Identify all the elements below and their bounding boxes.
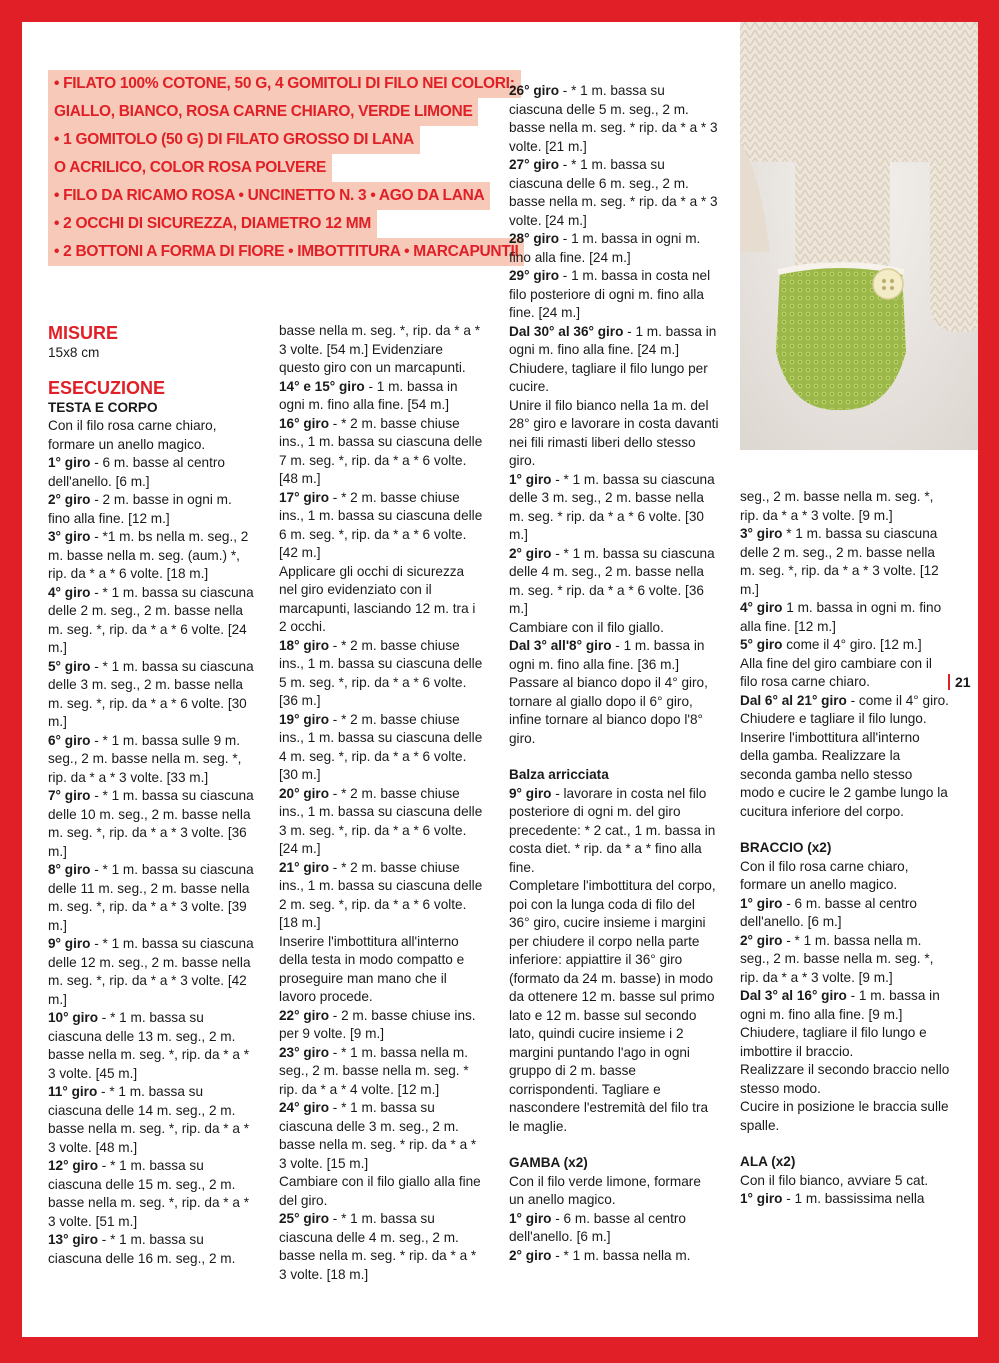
materials-line: GIALLO, BIANCO, ROSA CARNE CHIARO, VERDE LIMONE (48, 98, 478, 126)
row-label: 22° giro (279, 1007, 330, 1023)
instruction-row (279, 1044, 485, 1100)
row-label: 19° giro (279, 711, 330, 727)
row-label: 20° giro (279, 785, 330, 801)
instruction-row (48, 454, 254, 491)
instruction-text: basse nella m. seg. *, rip. da * a * 3 volte. [54 m.] Evidenziare questo giro con un marcapunti. (279, 323, 480, 375)
row-text: - 1 m. bassa in ogni m. fino alla fine. [24 m.] (509, 323, 717, 357)
instruction-row (509, 323, 719, 360)
row-label: 2° giro (48, 492, 91, 507)
page-number-bar (948, 674, 950, 690)
row-label: 13° giro (48, 1232, 99, 1247)
instruction-row (279, 637, 485, 711)
instruction-row (279, 415, 485, 489)
row-label: 16° giro (279, 415, 330, 431)
row-label: 29° giro (509, 268, 560, 283)
row-label: Dal 6° al 21° giro (740, 692, 847, 708)
row-text: - 6 m. basse al centro dell'anello. [6 m.] (509, 1210, 686, 1244)
row-label: 12° giro (48, 1158, 99, 1173)
misure-title: MISURE (48, 323, 119, 343)
row-label: Dal 30° al 36° giro (509, 323, 624, 339)
row-text: - * 1 m. bassa nella m. seg., 2 m. basse nella m. seg. * rip. da * a * 4 volte. [12 m.] (279, 1044, 469, 1097)
row-text: - * 1 m. bassa su ciascuna delle 15 m. seg., 2 m. basse nella m. seg. *, rip. da * a * 3 volte. [51 m.] (48, 1158, 249, 1229)
instruction-text: Chiudere e tagliare il filo lungo. Inserire l'imbottitura all'interno della gamba. Realizzare la seconda gamba nello stesso modo e cucire le 2 gambe lungo la cucitura inferiore del corpo. (740, 711, 948, 819)
instruction-row (279, 1210, 485, 1284)
instruction-row (48, 1231, 254, 1268)
row-text: - 1 m. bassa in costa nel filo posteriore di ogni m. fino alla fine. [24 m.] (509, 268, 711, 320)
instruction-row (509, 1210, 719, 1247)
instruction-row (48, 658, 254, 732)
row-label: 28° giro (509, 231, 560, 246)
balza-title: Balza arricciata (509, 767, 609, 782)
row-label: 9° giro (509, 785, 552, 801)
row-text: - * 1 m. bassa su ciascuna delle 12 m. seg., 2 m. basse nella m. seg. *, rip. da * a * 3 volte. [42 m.] (48, 936, 254, 1007)
instruction-row (48, 1083, 254, 1157)
instruction-text: Cucire in posizione le braccia sulle spalle. (740, 1099, 949, 1133)
ala-title: ALA (x2) (740, 1154, 796, 1169)
row-label: 1° giro (509, 471, 552, 487)
instruction-row (279, 489, 485, 563)
row-text: - * 2 m. basse chiuse ins., 1 m. bassa su ciascuna delle 5 m. seg. *, rip. da * a * 6 volte. [36 m.] (279, 637, 483, 708)
materials-line: • 1 GOMITOLO (50 G) DI FILATO GROSSO DI LANA (48, 126, 420, 154)
instruction-row (279, 711, 485, 785)
instruction-row (48, 861, 254, 935)
row-text: - * 2 m. basse chiuse ins., 1 m. bassa su ciascuna delle 7 m. seg. *, rip. da * a * 6 volte. [48 m.] (279, 415, 483, 486)
row-label: 9° giro (48, 936, 91, 951)
row-label: 27° giro (509, 157, 560, 172)
instruction-row (740, 692, 950, 711)
instruction-text: Completare l'imbottitura del corpo, poi con la lunga coda di filo del 36° giro, cucire insieme i margini per chiudere il corpo nella parte inferiore: appiattire il 36° giro (formato da 24 m. basse) in modo da ottenere 12 m. basse sul primo lato e 12 m. basse sul secondo lato, quindi cucire insieme i 2 margini puntando l'ago in ogni gruppo di 2 m. basse corrispondenti. Tagliare e nascondere l'estremità del filo tra le maglie. (509, 878, 716, 1134)
row-text: - * 2 m. basse chiuse ins., 1 m. bassa su ciascuna delle 6 m. seg. *, rip. da * a * 6 volte. [42 m.] (279, 489, 483, 560)
page-number: 21 (955, 674, 971, 690)
text-column-4 (740, 488, 950, 1209)
page-frame-bottom (0, 1337, 999, 1363)
row-label: 2° giro (509, 1247, 552, 1263)
instruction-row (509, 545, 719, 619)
row-text: - 2 m. basse chiuse ins. per 9 volte. [9 m.] (279, 1007, 476, 1041)
instruction-text: Chiudere, tagliare il filo lungo per cucire. (509, 360, 708, 394)
instruction-row (48, 491, 254, 528)
row-label: 11° giro (48, 1084, 98, 1099)
row-label: 25° giro (279, 1211, 330, 1226)
page-frame-top (0, 0, 999, 22)
row-label: 26° giro (509, 83, 560, 98)
row-text: 1 m. bassa in ogni m. fino alla fine. [12 m.] (740, 600, 942, 634)
row-text: - * 1 m. bassa su ciascuna delle 4 m. seg., 2 m. basse nella m. seg. * rip. da * a * 3 volte. [18 m.] (279, 1211, 477, 1282)
row-text: - come il 4° giro. (846, 692, 949, 708)
misure-value: 15x8 cm (48, 345, 100, 360)
row-text: - * 1 m. bassa nella m. seg., 2 m. basse nella m. seg. *, rip. da * a * 3 volte. [9 m.] (740, 932, 934, 985)
row-text: - 1 m. bassa in ogni m. fino alla fine. [54 m.] (279, 378, 458, 412)
crochet-legs-illustration (740, 22, 978, 450)
row-label: 10° giro (48, 1010, 99, 1025)
instruction-row (740, 1190, 950, 1209)
row-text: - * 1 m. bassa su ciascuna delle 13 m. seg., 2 m. basse nella m. seg. *, rip. da * a * 3 volte. [45 m.] (48, 1010, 249, 1081)
row-text: - * 1 m. bassa su ciascuna delle 2 m. seg., 2 m. basse nella m. seg. *, rip. da * a * 6 volte. [24 m.] (48, 584, 254, 655)
row-label: 3° giro (48, 529, 91, 544)
instruction-row (509, 471, 719, 545)
materials-list (48, 70, 519, 266)
row-label: Dal 3° all'8° giro (509, 638, 612, 653)
flower-button-icon (873, 269, 903, 299)
row-label: 8° giro (48, 862, 91, 877)
instruction-text: Unire il filo bianco nella 1a m. del 28° giro e lavorare in costa davanti nei fili rimasti liberi dello stesso giro. (509, 397, 719, 468)
instruction-text: Con il filo rosa carne chiaro, formare un anello magico. (740, 858, 909, 892)
instruction-row (48, 584, 254, 658)
instruction-row (509, 267, 719, 323)
row-label: 2° giro (509, 545, 552, 561)
row-text: - * 2 m. basse chiuse ins., 1 m. bassa su ciascuna delle 2 m. seg. *, rip. da * a * 6 volte. [18 m.] (279, 859, 483, 930)
row-label: 1° giro (48, 455, 91, 470)
row-text: - * 1 m. bassa sulle 9 m. seg., 2 m. basse nella m. seg. *, rip. da * a * 3 volte. [33 m.] (48, 732, 242, 785)
row-text: - * 1 m. bassa su ciascuna delle 6 m. seg., 2 m. basse nella m. seg. * rip. da * a * 3 volte. [24 m.] (509, 157, 718, 228)
materials-line: • 2 OCCHI DI SICUREZZA, DIAMETRO 12 MM (48, 210, 377, 238)
row-text: - 1 m. bassa in ogni m. fino alla fine. [24 m.] (509, 231, 701, 265)
materials-line: • 2 BOTTONI A FORMA DI FIORE • IMBOTTITURA • MARCAPUNTII (48, 238, 524, 266)
instruction-row (48, 732, 254, 788)
row-label: 5° giro (740, 637, 783, 652)
instruction-row (740, 599, 950, 636)
instruction-row (509, 82, 719, 156)
instruction-text: Cambiare con il filo giallo alla fine del giro. (279, 1174, 481, 1208)
row-label: 2° giro (740, 932, 783, 948)
row-text: - * 1 m. bassa su ciascuna delle 14 m. seg., 2 m. basse nella m. seg. *, rip. da * a * 3 volte. [48 m.] (48, 1084, 249, 1155)
instruction-text: Passare al bianco dopo il 4° giro, tornare al giallo dopo il 6° giro, infine tornare al bianco dopo l'8° giro. (509, 675, 708, 746)
row-label: 21° giro (279, 859, 330, 875)
row-text: * 1 m. bassa su ciascuna delle 2 m. seg., 2 m. basse nella m. seg. *, rip. da * a * 3 volte. [12 m.] (740, 526, 939, 597)
instruction-row (279, 1007, 485, 1044)
instruction-row (740, 895, 950, 932)
row-text: - 1 m. bassa in ogni m. fino alla fine. [9 m.] Chiudere, tagliare il filo lungo e imbottire il braccio. (740, 988, 940, 1059)
row-label: 3° giro (740, 526, 783, 541)
instruction-row (740, 932, 950, 988)
instruction-text: Con il filo verde limone, formare un anello magico. (509, 1173, 701, 1207)
page-frame-right (978, 0, 999, 1363)
materials-line: • FILATO 100% COTONE, 50 G, 4 GOMITOLI DI FILO NEI COLORI: (48, 70, 521, 98)
testa-corpo-title: TESTA E CORPO (48, 399, 158, 415)
instruction-row (509, 1247, 719, 1266)
row-label: 23° giro (279, 1044, 330, 1060)
row-text: - * 1 m. bassa nella m. (551, 1247, 691, 1263)
instruction-row (509, 637, 719, 674)
instruction-text: Cambiare con il filo giallo. (509, 619, 664, 635)
row-label: 4° giro (48, 584, 91, 600)
row-label: 1° giro (509, 1210, 552, 1226)
row-label: 14° e 15° giro (279, 378, 365, 394)
instruction-row (48, 935, 254, 1009)
row-label: 4° giro (740, 600, 783, 615)
row-text: - * 2 m. basse chiuse ins., 1 m. bassa su ciascuna delle 4 m. seg. *, rip. da * a * 6 volte. [30 m.] (279, 711, 483, 782)
instruction-row (279, 378, 485, 415)
row-label: Dal 3° al 16° giro (740, 988, 847, 1003)
instruction-row (509, 156, 719, 230)
row-text: - *1 m. bs nella m. seg., 2 m. basse nella m. seg. (aum.) *, rip. da * a * 6 volte. [18 m.] (48, 529, 249, 581)
instruction-row (279, 1099, 485, 1173)
instruction-text: Alla fine del giro cambiare con il filo rosa carne chiaro. (740, 655, 932, 689)
text-column-2 (279, 322, 485, 1284)
row-text: - * 1 m. bassa su ciascuna delle 16 m. seg., 2 m. (48, 1232, 236, 1266)
row-text: - 1 m. bassa in ogni m. fino alla fine. [36 m.] (509, 638, 705, 672)
text-column-1 (48, 322, 254, 1268)
row-text: - 1 m. bassissima nella (782, 1191, 925, 1206)
crochet-legs-photo (740, 22, 978, 450)
instruction-text: Inserire l'imbottitura all'interno della testa in modo compatto e proseguire man mano che il lavoro procede. (279, 933, 465, 1004)
row-text: - 2 m. basse in ogni m. fino alla fine. [12 m.] (48, 492, 232, 526)
instruction-text: Applicare gli occhi di sicurezza nel giro evidenziato con il marcapunti, lasciando 12 m. tra i 2 occhi. (279, 563, 476, 634)
row-text: - * 1 m. bassa su ciascuna delle 5 m. seg., 2 m. basse nella m. seg. * rip. da * a * 3 volte. [21 m.] (509, 83, 718, 154)
instruction-row (740, 987, 950, 1061)
instruction-row (48, 1157, 254, 1231)
row-label: 17° giro (279, 489, 330, 505)
row-text: - 6 m. basse al centro dell'anello. [6 m.] (740, 895, 917, 929)
row-label: 1° giro (740, 1191, 783, 1206)
row-text: - * 1 m. bassa su ciascuna delle 11 m. seg., 2 m. basse nella m. seg. *, rip. da * a * 3 volte. [39 m.] (48, 862, 254, 933)
row-text: - * 2 m. basse chiuse ins., 1 m. bassa su ciascuna delle 3 m. seg. *, rip. da * a * 6 volte. [24 m.] (279, 785, 483, 856)
row-label: 6° giro (48, 732, 91, 748)
row-label: 1° giro (740, 895, 783, 911)
materials-line: • FILO DA RICAMO ROSA • UNCINETTO N. 3 • AGO DA LANA (48, 182, 490, 210)
row-label: 7° giro (48, 788, 91, 803)
esecuzione-title: ESECUZIONE (48, 377, 166, 398)
page-frame-left (0, 0, 22, 1363)
row-text: - * 1 m. bassa su ciascuna delle 3 m. seg., 2 m. basse nella m. seg. * rip. da * a * 6 volte. [30 m.] (509, 471, 715, 542)
gamba-title: GAMBA (x2) (509, 1155, 588, 1170)
row-label: 5° giro (48, 658, 91, 674)
row-label: 24° giro (279, 1100, 330, 1115)
materials-line: O ACRILICO, COLOR ROSA POLVERE (48, 154, 332, 182)
instruction-text: Realizzare il secondo braccio nello stesso modo. (740, 1062, 950, 1096)
row-text: - lavorare in costa nel filo posteriore di ogni m. del giro precedente: * 2 cat., 1 m. bassa in costa diet. * rip. da * a * fino alla fine. (509, 785, 716, 875)
instruction-row (48, 528, 254, 584)
instruction-text: Con il filo bianco, avviare 5 cat. (740, 1172, 929, 1188)
row-text: come il 4° giro. [12 m.] (782, 637, 922, 652)
row-text: - 6 m. basse al centro dell'anello. [6 m.] (48, 455, 225, 489)
instruction-row (279, 785, 485, 859)
text-column-3 (509, 82, 719, 1265)
instruction-row (48, 787, 254, 861)
instruction-row (279, 859, 485, 933)
instruction-row (740, 525, 950, 599)
row-text: - * 1 m. bassa su ciascuna delle 10 m. seg., 2 m. basse nella m. seg. *, rip. da * a * 3 volte. [36 m.] (48, 788, 254, 859)
row-text: - * 1 m. bassa su ciascuna delle 4 m. seg., 2 m. basse nella m. seg. * rip. da * a * 6 volte. [36 m.] (509, 545, 715, 616)
instruction-row (48, 1009, 254, 1083)
instruction-row (509, 230, 719, 267)
row-label: 18° giro (279, 637, 330, 653)
braccio-title: BRACCIO (x2) (740, 840, 832, 855)
row-text: - * 1 m. bassa su ciascuna delle 3 m. seg., 2 m. basse nella m. seg. * rip. da * a * 3 volte. [15 m.] (279, 1100, 477, 1171)
instruction-text: seg., 2 m. basse nella m. seg. *, rip. da * a * 3 volte. [9 m.] (740, 489, 934, 523)
instruction-row (740, 636, 950, 655)
instruction-row (509, 785, 719, 878)
instruction-text: Con il filo rosa carne chiaro, formare un anello magico. (48, 418, 217, 452)
row-text: - * 1 m. bassa su ciascuna delle 3 m. seg., 2 m. basse nella m. seg. *, rip. da * a * 6 volte. [30 m.] (48, 658, 254, 729)
